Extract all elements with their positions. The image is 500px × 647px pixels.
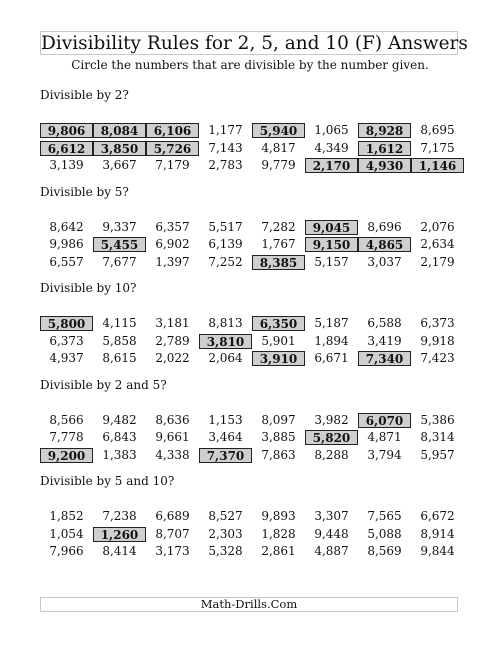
number[interactable]: 5,386 <box>420 412 455 427</box>
instructions: Circle the numbers that are divisible by the number given. <box>71 58 429 72</box>
number[interactable]: 3,139 <box>49 158 84 172</box>
highlighted-number[interactable]: 7,370 <box>199 448 252 463</box>
section-title: Divisible by 5 and 10? <box>40 474 175 488</box>
number[interactable]: 9,661 <box>155 430 190 444</box>
number[interactable]: 4,115 <box>102 316 137 330</box>
number-row <box>40 430 460 445</box>
number-row <box>40 527 460 542</box>
number[interactable]: 9,918 <box>420 333 455 348</box>
number[interactable]: 6,139 <box>208 237 243 251</box>
number[interactable]: 1,054 <box>49 526 84 541</box>
number[interactable]: 4,349 <box>314 140 349 155</box>
number[interactable]: 8,914 <box>420 526 455 541</box>
highlighted-number[interactable]: 3,810 <box>199 334 252 349</box>
number[interactable]: 7,423 <box>420 351 455 365</box>
number[interactable]: 8,314 <box>420 430 455 444</box>
number[interactable]: 8,288 <box>314 447 349 462</box>
number[interactable]: 8,615 <box>102 351 137 365</box>
number[interactable]: 6,373 <box>420 316 455 330</box>
number[interactable]: 7,252 <box>208 254 243 269</box>
highlighted-number[interactable]: 1,612 <box>358 141 411 156</box>
number[interactable]: 4,887 <box>314 544 349 558</box>
number[interactable]: 2,634 <box>420 237 455 251</box>
number[interactable]: 8,569 <box>367 544 402 558</box>
number[interactable]: 1,767 <box>261 237 296 251</box>
number[interactable]: 2,179 <box>420 254 455 269</box>
number[interactable]: 5,157 <box>314 254 349 269</box>
number[interactable]: 8,636 <box>155 412 190 427</box>
number[interactable]: 3,037 <box>367 254 402 269</box>
highlighted-number[interactable]: 2,170 <box>305 158 358 173</box>
number[interactable]: 8,813 <box>208 316 243 330</box>
section-title: Divisible by 5? <box>40 184 129 199</box>
number-row <box>40 141 460 156</box>
number[interactable]: 9,337 <box>102 219 137 234</box>
footer-credit: Math-Drills.Com <box>40 597 458 612</box>
highlighted-number[interactable]: 8,928 <box>358 123 411 138</box>
number[interactable]: 1,065 <box>314 123 349 137</box>
highlighted-number[interactable]: 6,350 <box>252 316 305 331</box>
number[interactable]: 2,789 <box>155 333 190 348</box>
number[interactable]: 8,707 <box>155 526 190 541</box>
number[interactable]: 3,667 <box>102 158 137 172</box>
number[interactable]: 6,373 <box>49 333 84 348</box>
number[interactable]: 9,482 <box>102 412 137 427</box>
number[interactable]: 1,828 <box>261 526 296 541</box>
number[interactable]: 8,527 <box>208 509 243 523</box>
number-row <box>40 316 460 331</box>
number-row <box>40 237 460 252</box>
number-row <box>40 351 460 366</box>
highlighted-number[interactable]: 6,070 <box>358 413 411 428</box>
number-row <box>40 413 460 428</box>
section-title: Divisible by 2? <box>40 88 129 102</box>
highlighted-number[interactable]: 9,150 <box>305 237 358 252</box>
number[interactable]: 8,696 <box>367 219 402 234</box>
highlighted-number[interactable]: 5,726 <box>146 141 199 156</box>
worksheet-title: Divisibility Rules for 2, 5, and 10 (F) Answers <box>41 33 468 54</box>
number-row <box>40 220 460 235</box>
number[interactable]: 3,181 <box>155 316 190 330</box>
number[interactable]: 6,843 <box>102 430 137 444</box>
highlighted-number[interactable]: 5,800 <box>40 316 93 331</box>
number[interactable]: 5,187 <box>314 316 349 330</box>
number[interactable]: 6,557 <box>49 254 84 269</box>
number[interactable]: 7,282 <box>261 219 296 234</box>
number[interactable]: 1,397 <box>155 254 190 269</box>
number[interactable]: 3,885 <box>261 430 296 444</box>
number[interactable]: 8,642 <box>49 219 84 234</box>
number[interactable]: 7,179 <box>155 158 190 172</box>
highlighted-number[interactable]: 9,806 <box>40 123 93 138</box>
number[interactable]: 3,982 <box>314 412 349 427</box>
number[interactable]: 2,076 <box>420 219 455 234</box>
number-row <box>40 158 460 173</box>
number[interactable]: 3,307 <box>314 509 349 523</box>
number[interactable]: 9,448 <box>314 526 349 541</box>
number[interactable]: 1,383 <box>102 447 137 462</box>
number[interactable]: 7,677 <box>102 254 137 269</box>
number-row <box>40 334 460 349</box>
number[interactable]: 5,328 <box>208 544 243 558</box>
number[interactable]: 7,143 <box>208 140 243 155</box>
number[interactable]: 6,902 <box>155 237 190 251</box>
highlighted-number[interactable]: 6,612 <box>40 141 93 156</box>
number[interactable]: 9,986 <box>49 237 84 251</box>
number-row <box>40 448 460 463</box>
highlighted-number[interactable]: 5,940 <box>252 123 305 138</box>
number[interactable]: 3,419 <box>367 333 402 348</box>
number[interactable]: 3,173 <box>155 544 190 558</box>
number[interactable]: 4,871 <box>367 430 402 444</box>
number-row <box>40 255 460 270</box>
highlighted-number[interactable]: 1,260 <box>93 527 146 542</box>
section-title: Divisible by 2 and 5? <box>40 377 167 392</box>
number[interactable]: 2,022 <box>155 351 190 365</box>
number[interactable]: 6,671 <box>314 351 349 365</box>
number[interactable]: 2,861 <box>261 544 296 558</box>
highlighted-number[interactable]: 5,455 <box>93 237 146 252</box>
highlighted-number[interactable]: 3,850 <box>93 141 146 156</box>
number[interactable]: 5,957 <box>420 447 455 462</box>
highlighted-number[interactable]: 9,045 <box>305 220 358 235</box>
number-row <box>40 509 460 524</box>
number[interactable]: 7,175 <box>420 140 455 155</box>
number[interactable]: 2,064 <box>208 351 243 365</box>
number[interactable]: 6,357 <box>155 219 190 234</box>
number[interactable]: 8,414 <box>102 544 137 558</box>
number[interactable]: 8,097 <box>261 412 296 427</box>
number[interactable]: 5,858 <box>102 333 137 348</box>
number[interactable]: 8,695 <box>420 123 455 137</box>
number[interactable]: 1,177 <box>208 123 243 137</box>
number[interactable]: 1,852 <box>49 509 84 523</box>
highlighted-number[interactable]: 3,910 <box>252 351 305 366</box>
number[interactable]: 8,566 <box>49 412 84 427</box>
number[interactable]: 9,893 <box>261 509 296 523</box>
number-row <box>40 544 460 559</box>
number[interactable]: 9,779 <box>261 158 296 172</box>
number[interactable]: 2,783 <box>208 158 243 172</box>
number[interactable]: 4,338 <box>155 447 190 462</box>
number[interactable]: 5,901 <box>261 333 296 348</box>
highlighted-number[interactable]: 7,340 <box>358 351 411 366</box>
number[interactable]: 4,937 <box>49 351 84 365</box>
highlighted-number[interactable]: 6,106 <box>146 123 199 138</box>
number[interactable]: 7,863 <box>261 447 296 462</box>
number-row <box>40 123 460 138</box>
number[interactable]: 7,238 <box>102 509 137 523</box>
number[interactable]: 2,303 <box>208 526 243 541</box>
section-title: Divisible by 10? <box>40 281 137 295</box>
number[interactable]: 6,689 <box>155 509 190 523</box>
number[interactable]: 7,778 <box>49 430 84 444</box>
number[interactable]: 4,817 <box>261 140 296 155</box>
highlighted-number[interactable]: 9,200 <box>40 448 93 463</box>
highlighted-number[interactable]: 8,084 <box>93 123 146 138</box>
number[interactable]: 5,088 <box>367 526 402 541</box>
number[interactable]: 7,565 <box>367 509 402 523</box>
number[interactable]: 5,517 <box>208 219 243 234</box>
number[interactable]: 6,672 <box>420 509 455 523</box>
highlighted-number[interactable]: 4,930 <box>358 158 411 173</box>
highlighted-number[interactable]: 4,865 <box>358 237 411 252</box>
number[interactable]: 1,894 <box>314 333 349 348</box>
highlighted-number[interactable]: 5,820 <box>305 430 358 445</box>
number[interactable]: 3,464 <box>208 430 243 444</box>
number[interactable]: 7,966 <box>49 544 84 558</box>
number[interactable]: 9,844 <box>420 544 455 558</box>
number[interactable]: 6,588 <box>367 316 402 330</box>
number[interactable]: 3,794 <box>367 447 402 462</box>
highlighted-number[interactable]: 8,385 <box>252 255 305 270</box>
number[interactable]: 1,153 <box>208 412 243 427</box>
highlighted-number[interactable]: 1,146 <box>411 158 464 173</box>
